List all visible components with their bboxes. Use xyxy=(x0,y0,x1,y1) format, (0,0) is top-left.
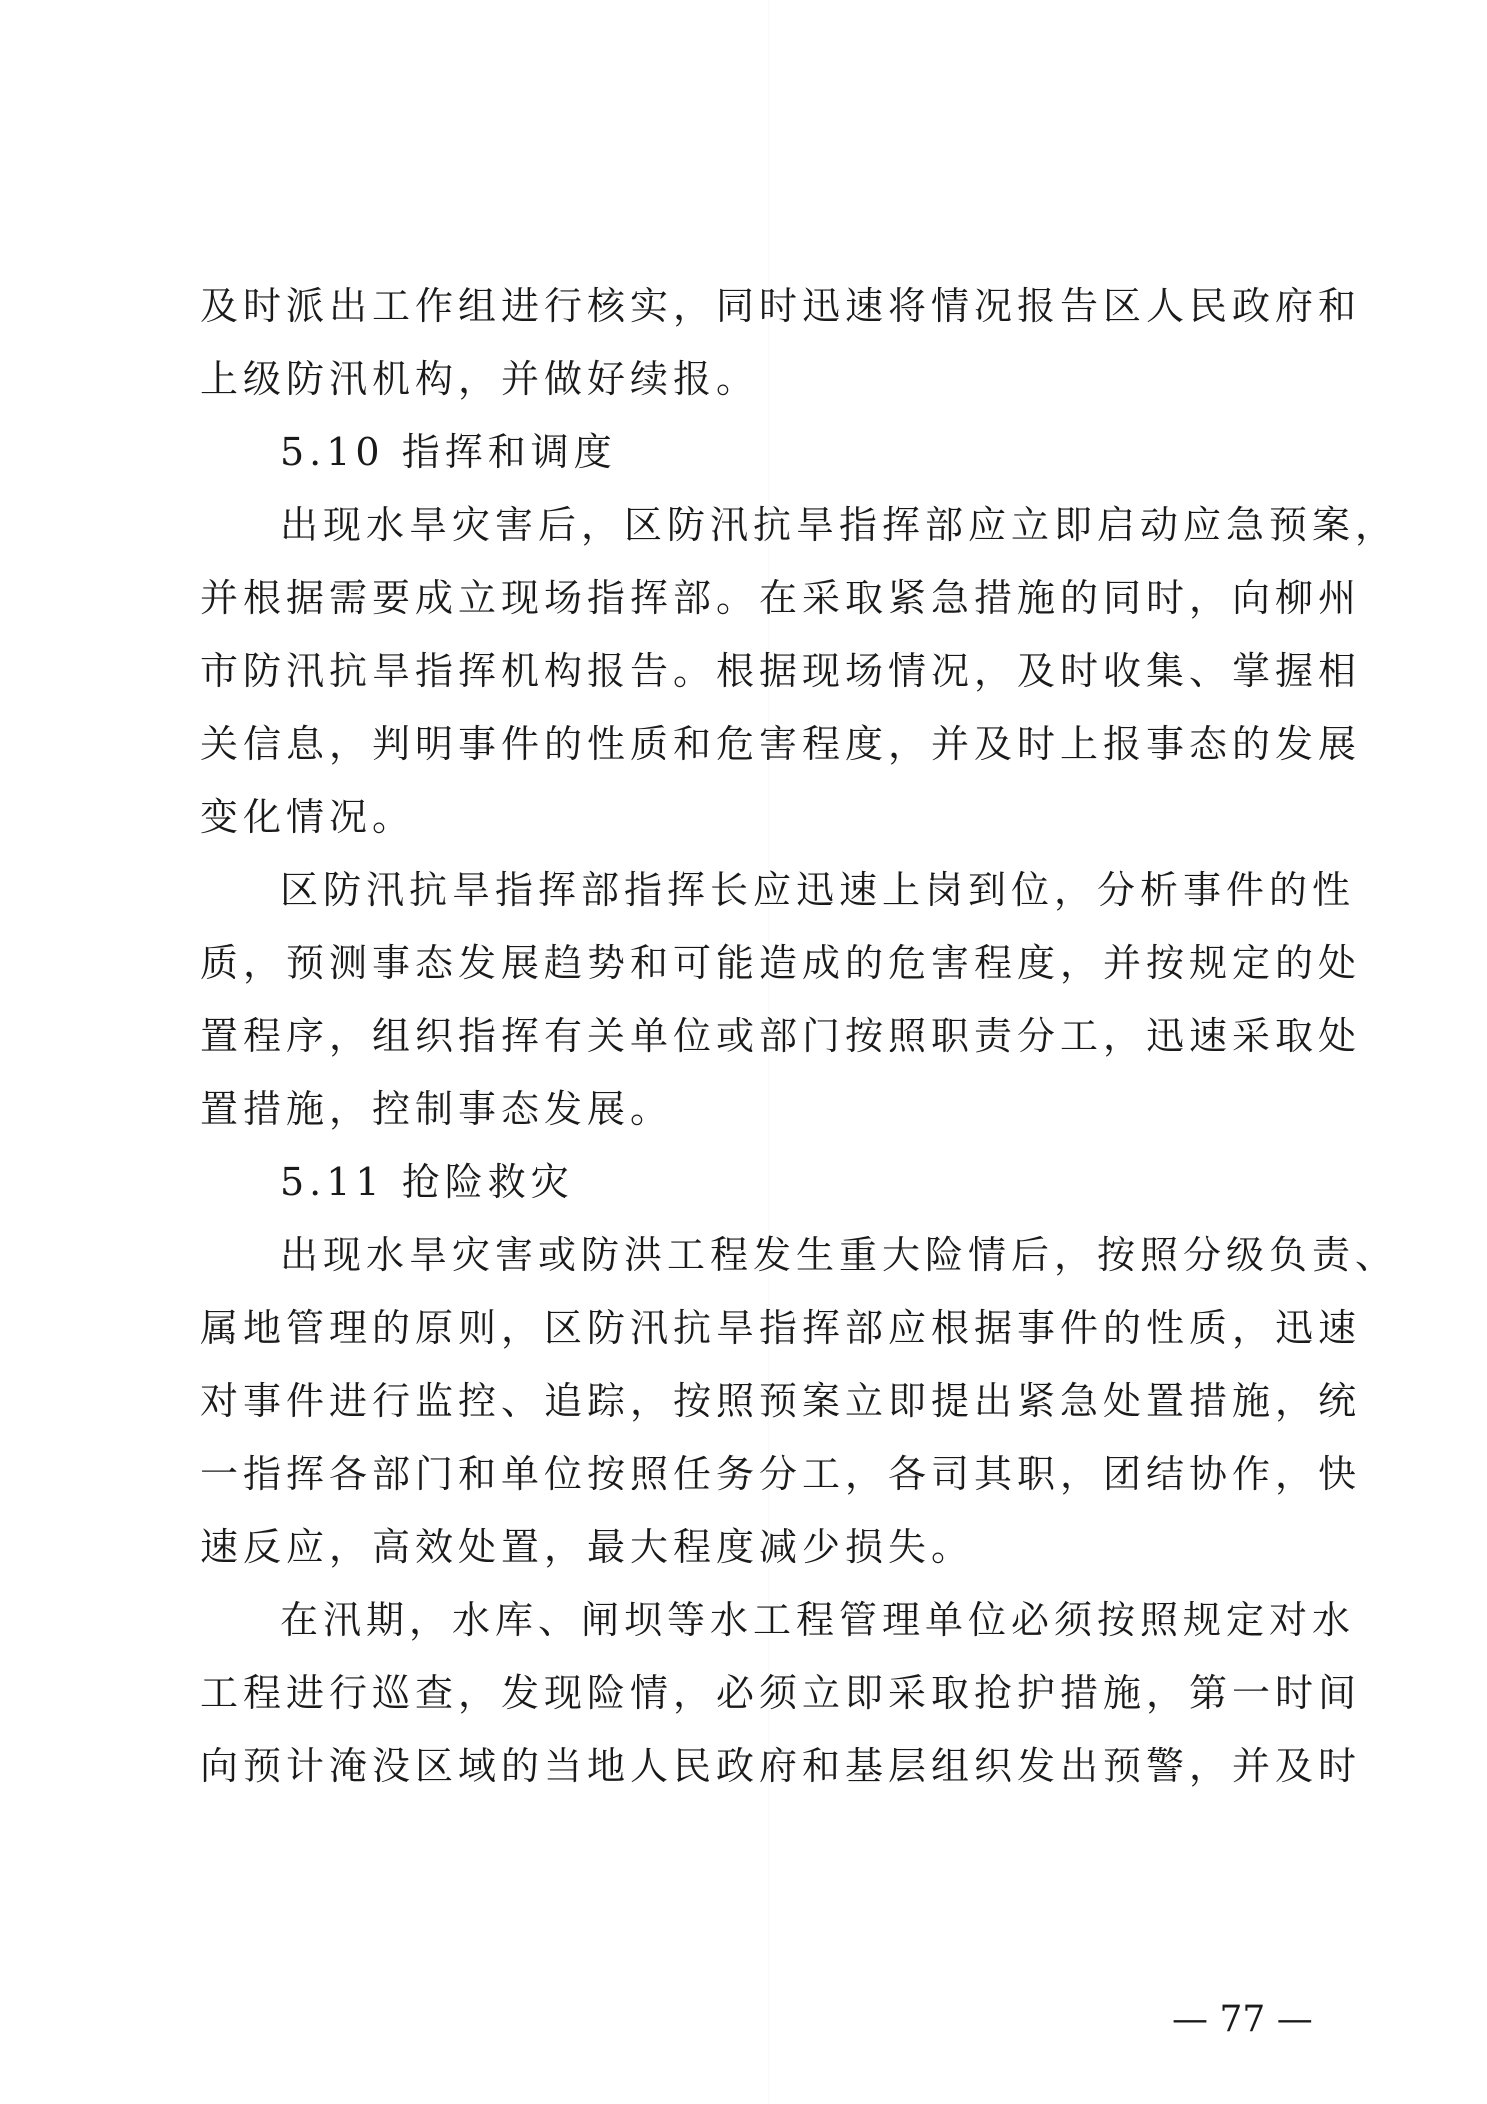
paragraph-line: 向预计淹没区域的当地人民政府和基层组织发出预警，并及时 xyxy=(200,1744,1362,1788)
paragraph-line: 置程序，组织指挥有关单位或部门按照职责分工，迅速采取处 xyxy=(200,1014,1362,1058)
paragraph-line: 及时派出工作组进行核实，同时迅速将情况报告区人民政府和 xyxy=(200,284,1362,328)
paragraph-line: 出现水旱灾害或防洪工程发生重大险情后，按照分级负责、 xyxy=(280,1233,1399,1277)
paragraph-line: 区防汛抗旱指挥部指挥长应迅速上岗到位，分析事件的性 xyxy=(280,868,1356,912)
paragraph-line: 出现水旱灾害后，区防汛抗旱指挥部应立即启动应急预案， xyxy=(280,503,1399,547)
paragraph-line: 市防汛抗旱指挥机构报告。根据现场情况，及时收集、掌握相 xyxy=(200,649,1362,693)
paragraph-line: 质，预测事态发展趋势和可能造成的危害程度，并按规定的处 xyxy=(200,941,1362,985)
paragraph-line: 上级防汛机构，并做好续报。 xyxy=(200,357,760,401)
paragraph-line: 属地管理的原则，区防汛抗旱指挥部应根据事件的性质，迅速 xyxy=(200,1306,1362,1350)
document-body xyxy=(200,270,1399,1803)
paragraph-line: 并根据需要成立现场指挥部。在采取紧急措施的同时，向柳州 xyxy=(200,576,1362,620)
paragraph-line: 速反应，高效处置，最大程度减少损失。 xyxy=(200,1525,975,1569)
paragraph-line: 置措施，控制事态发展。 xyxy=(200,1087,674,1131)
page-number: — 77 — xyxy=(1172,1999,1313,2040)
paragraph-line: 变化情况。 xyxy=(200,795,416,839)
paragraph-line: 在汛期，水库、闸坝等水工程管理单位必须按照规定对水 xyxy=(280,1598,1356,1642)
section-heading-5-11: 5.11 抢险救灾 xyxy=(280,1160,574,1204)
paragraph-line: 对事件进行监控、追踪，按照预案立即提出紧急处置措施，统 xyxy=(200,1379,1362,1423)
paragraph-line: 工程进行巡查，发现险情，必须立即采取抢护措施，第一时间 xyxy=(200,1671,1362,1715)
paragraph-line: 一指挥各部门和单位按照任务分工，各司其职，团结协作，快 xyxy=(200,1452,1362,1496)
section-heading-5-10: 5.10 指挥和调度 xyxy=(280,430,617,474)
paragraph-line: 关信息，判明事件的性质和危害程度，并及时上报事态的发展 xyxy=(200,722,1362,766)
